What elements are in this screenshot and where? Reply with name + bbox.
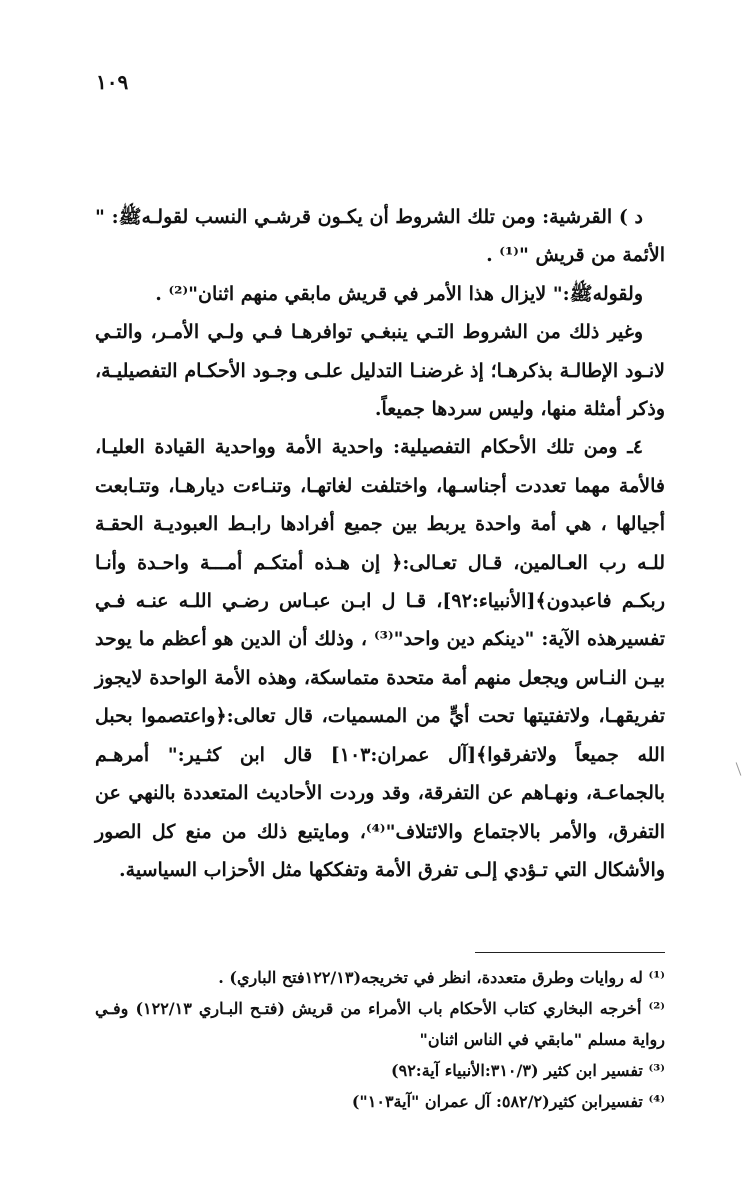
footnotes <box>95 962 665 1117</box>
paragraph-qurashiyya: د ) القرشية: ومن تلك الشروط أن يكـون قرشـي النسب لقولـهﷺ: " الأئمة من قريش "⁽¹⁾ . <box>95 206 665 267</box>
page-number: ١٠٩ <box>96 70 129 94</box>
footnote-2: ⁽²⁾ أخرجه البخاري كتاب الأحكام باب الأمراء من قريش (فتـح البـاري ١٢٢/١٣) وفـي رواية مسلم "مابقي في الناس اثنان" <box>95 999 665 1049</box>
footnote-4: ⁽⁴⁾ تفسيرابن كثير(٥٨٢/٢: آل عمران "آية١٠٣") <box>351 1092 665 1111</box>
paragraph-hadith-quraysh: ولقولهﷺ:" لايزال هذا الأمر في قريش مابقي منهم اثنان"⁽²⁾ . <box>155 282 643 305</box>
scan-mark <box>736 762 742 775</box>
main-text <box>95 198 665 889</box>
footnote-3: ⁽³⁾ تفسير ابن كثير (٣١٠/٣:الأنبياء آية:٩٢) <box>391 1061 665 1080</box>
paragraph-unity-of-ummah: ٤ـ ومن تلك الأحكام التفصيلية: واحدية الأمة وواحدية القيادة العليـا، فالأمة مهما تعددت أجناسـها، واختلفت لغاتهـا، وتنـاءت ديارهـا، وتتـابعت أجيالها ، هي أمة واحدة يربط بين جميع أفرادها رابـط العبوديـة الحقـة للـه رب العـالمين، قـال تعـالى:﴿ إن هـذه أمتكـم أمـــة واحـدة وأنـا ربكـم فاعبدون﴾[الأنبياء:٩٢]، قـا ل ابـن عبـاس رضـي اللـه عنـه فـي تفسيرهذه الآية: "دينكم دين واحد"⁽³⁾ ، وذلك أن الدين هو أعظم ما يوحد بيـن النـاس ويجعل منهم أمة متحدة متماسكة، وهذه الأمة الواحدة لايجوز تفريقهـا، ولاتفتيتها تحت أيٍّ من المسميات، قال تعالى:﴿واعتصموا بحبل الله جميعاً ولاتفرقوا﴾[آل عمران:١٠٣] قال ابن كثـير:" أمرهـم بالجماعـة، ونهـاهم عن التفرقة، وقد وردت الأحاديث المتعددة بالنهي عن التفرق، والأمر بالاجتماع والائتلاف"⁽⁴⁾، ومايتبع ذلك من منع كل الصور والأشكال التي تـؤدي إلـى تفرق الأمة وتفككها مثل الأحزاب السياسية. <box>95 436 665 881</box>
footnote-separator <box>475 952 665 953</box>
footnote-1: ⁽¹⁾ له روايات وطرق متعددة، انظر في تخريجه(١٢٢/١٣فتح الباري) . <box>218 968 665 987</box>
paragraph-other-conditions: وغير ذلك من الشروط التـي ينبغـي توافرهـا فـي ولـي الأمـر، والتـي لانـود الإطالـة بذكرهـا؛ إذ غرضنـا التدليل علـى وجـود الأحكـام التفصيليـة، وذكر أمثلة منها، وليس سردها جميعاً. <box>95 321 665 421</box>
